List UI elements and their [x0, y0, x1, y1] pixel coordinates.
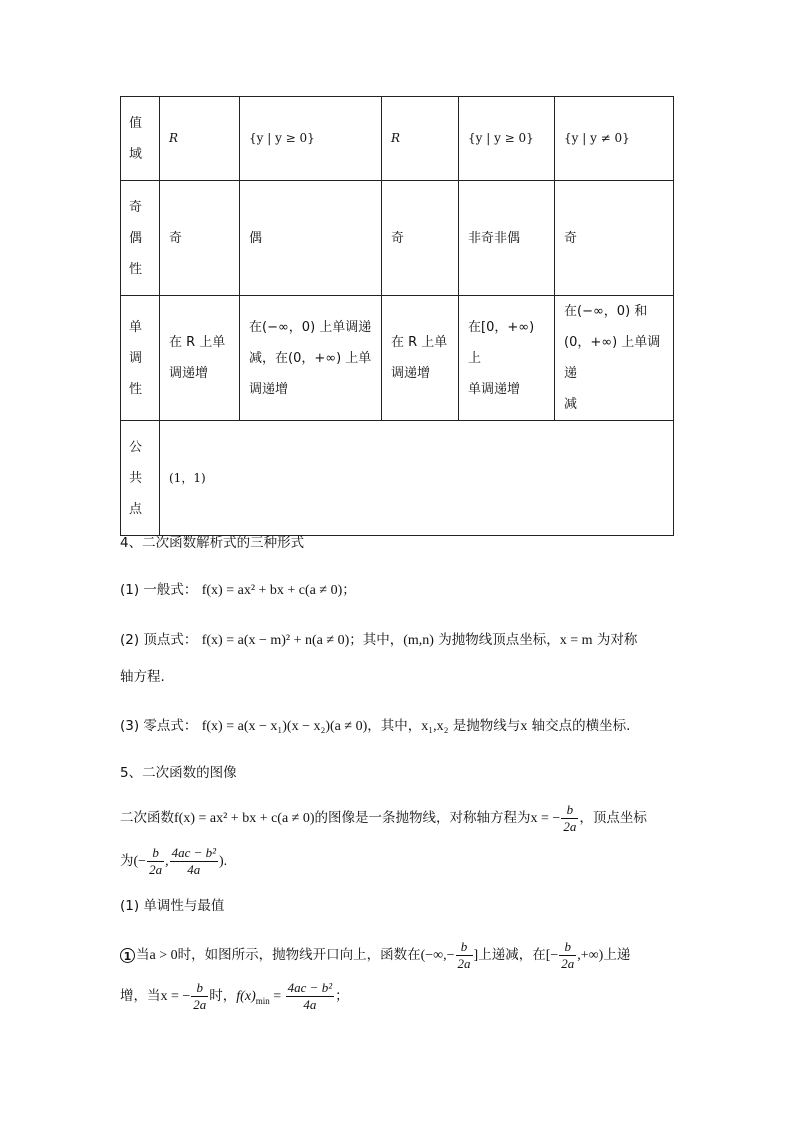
general-form-line: (1) 一般式： f(x) = ax² + bx + c(a ≠ 0)； — [120, 582, 356, 598]
vertex-x-fraction: $\frac{b}{2a}$ — [149, 844, 163, 877]
range-cell-4: {y | y ≥ 0} — [459, 97, 555, 181]
axis-fraction: $\frac{b}{2a}$ — [563, 801, 577, 834]
range-cell-3: R — [382, 97, 459, 181]
parity-cell-4: 非奇非偶 — [459, 181, 555, 296]
zero-form-line: (3) 零点式： f(x) = a(x − x₁)(x − x₂)(a ≠ 0)，其中，x₁,x₂ 是抛物线与x 轴交点的横坐标. — [120, 718, 631, 734]
zero-form-formula: f(x) = a(x − x₁)(x − x₂)(a ≠ 0) — [201, 719, 368, 734]
monotonicity-cell-1: 在 R 上单 调递增 — [160, 296, 240, 421]
row-header-common-point: 公 共 点 — [121, 421, 160, 536]
row-header-monotonicity: 单 调 性 — [121, 296, 160, 421]
circled-number-icon: 1 — [120, 948, 135, 963]
range-cell-1: R — [160, 97, 240, 181]
monotonicity-cell-5: 在(−∞，0) 和 (0，+∞) 上单调递 减 — [555, 296, 674, 421]
monotonicity-cell-3: 在 R 上单 调递增 — [382, 296, 459, 421]
table-row-parity — [121, 181, 674, 296]
table-row-range — [121, 97, 674, 181]
row-header-parity: 奇 偶 性 — [121, 181, 160, 296]
row-header-range: 值 域 — [121, 97, 160, 181]
section-5-title: 5、二次函数的图像 — [120, 765, 237, 781]
section-4-title: 4、二次函数解析式的三种形式 — [120, 535, 305, 551]
monotonicity-cell-2: 在(−∞，0) 上单调递 减，在(0，+∞) 上单 调递增 — [240, 296, 382, 421]
parity-cell-3: 奇 — [382, 181, 459, 296]
parity-cell-1: 奇 — [160, 181, 240, 296]
monotonicity-cell-4: 在[0，+∞) 上 单调递增 — [459, 296, 555, 421]
function-properties-table — [120, 96, 674, 536]
table-row-common-point — [121, 421, 674, 536]
parity-cell-5: 奇 — [555, 181, 674, 296]
range-cell-5: {y | y ≠ 0} — [555, 97, 674, 181]
quadratic-intro-line: 二次函数f(x) = ax² + bx + c(a ≠ 0)的图像是一条抛物线，对称轴方程为x = − $\frac{b}{2a}$ ，顶点坐标 — [120, 801, 647, 834]
vertex-y-fraction: $\frac{\text{4ac − b²}}{4a}$ — [171, 844, 217, 877]
general-form-formula: f(x) = ax² + bx + c(a ≠ 0) — [201, 583, 343, 598]
case-a-positive-line-2: 增，当x = − $\frac{b}{2a}$ 时，$f(x)_{min}$ = $\frac{\text{4ac − b²}}{4a}$ ； — [120, 979, 349, 1012]
vertex-coordinate-line: 为(− $\frac{b}{2a}$ , $\frac{\text{4ac − b²}}{4a}$ ). — [120, 844, 228, 877]
table-row-monotonicity — [121, 296, 674, 421]
case-a-positive-line-1: 1 当a > 0时，如图所示，抛物线开口向上，函数在(−∞,− $\frac{b}{2a}$ ]上递减，在[− $\frac{b}{2a}$ ,+∞)上递 — [120, 937, 680, 974]
parity-cell-2: 偶 — [240, 181, 382, 296]
vertex-form-line: (2) 顶点式： f(x) = a(x − m)² + n(a ≠ 0)；其中，(m,n) 为抛物线顶点坐标，x = m 为对称 — [120, 632, 638, 648]
min-value-fraction: $\frac{\text{4ac − b²}}{4a}$ — [287, 979, 333, 1012]
common-point-cell: (1，1) — [160, 421, 674, 536]
range-cell-2: {y | y ≥ 0} — [240, 97, 382, 181]
monotonicity-subtitle: (1) 单调性与最值 — [120, 898, 225, 914]
vertex-form-line-2: 轴方程. — [120, 669, 165, 685]
vertex-form-formula: f(x) = a(x − m)² + n(a ≠ 0) — [201, 633, 350, 648]
